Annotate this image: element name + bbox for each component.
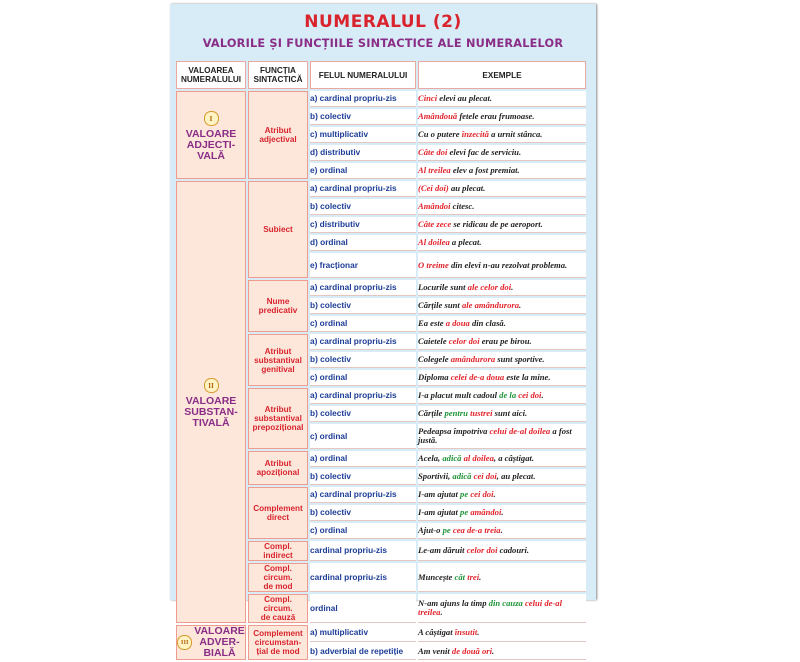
function-line: de mod bbox=[263, 582, 293, 591]
example-cell bbox=[418, 388, 586, 404]
example-numeral: a doua bbox=[445, 318, 470, 328]
felul-cell: b) colectiv bbox=[310, 406, 416, 422]
example-numeral: ale celor doi bbox=[467, 282, 512, 292]
example-text: a plecat. bbox=[449, 237, 482, 247]
example-preposition: pe bbox=[442, 525, 451, 535]
example-text: este la mine. bbox=[504, 372, 551, 382]
felul-cell: a) cardinal propriu-zis bbox=[310, 388, 416, 404]
felul-cell: b) colectiv bbox=[310, 505, 416, 521]
function-complement-circumstantial bbox=[248, 625, 308, 660]
function-line: Compl. circum. bbox=[263, 564, 293, 582]
example-text: , au plecat. bbox=[496, 471, 536, 481]
example-text: Cu o putere bbox=[418, 129, 462, 139]
function-atribut-prepozitional bbox=[248, 388, 308, 449]
example-text: Locurile sunt bbox=[418, 282, 468, 292]
example-cell bbox=[418, 487, 586, 503]
felul-cell: d) ordinal bbox=[310, 235, 416, 251]
value-line: TIVALĂ bbox=[192, 417, 230, 429]
example-text: se ridicau de pe aeroport. bbox=[451, 219, 543, 229]
example-cell bbox=[418, 217, 586, 233]
example-text: elevi au plecat. bbox=[437, 93, 492, 103]
example-preposition: de la bbox=[499, 390, 517, 400]
header-valoarea-line: VALOAREA bbox=[188, 66, 234, 75]
example-numeral: Cinci bbox=[418, 93, 438, 103]
page-title: NUMERALUL (2) bbox=[304, 12, 462, 32]
example-numeral: cei doi bbox=[518, 390, 542, 400]
example-numeral: cea de-a treia bbox=[452, 525, 501, 535]
example-preposition: cauza bbox=[502, 598, 523, 608]
example-cell bbox=[418, 352, 586, 368]
felul-cell: a) cardinal propriu-zis bbox=[310, 280, 416, 296]
example-preposition: cât bbox=[454, 571, 466, 582]
example-preposition: pe bbox=[460, 489, 469, 499]
example-preposition: pentru bbox=[444, 408, 468, 418]
felul-cell: c) distributiv bbox=[310, 217, 416, 233]
example-text: Caietele bbox=[418, 336, 449, 346]
function-line: Atribut bbox=[264, 126, 292, 135]
example-cell bbox=[418, 424, 586, 449]
header-felul: FELUL NUMERALULUI bbox=[310, 61, 416, 89]
felul-cell: c) ordinal bbox=[310, 316, 416, 332]
example-text: au plecat. bbox=[448, 183, 486, 193]
example-text: elev a fost premiat. bbox=[450, 165, 520, 175]
example-numeral: amândurora bbox=[450, 354, 496, 364]
felul-cell: e) ordinal bbox=[310, 163, 416, 179]
example-preposition: adică bbox=[442, 453, 462, 463]
example-text: erau pe birou. bbox=[479, 336, 532, 346]
example-preposition: pe bbox=[460, 507, 469, 517]
felul-cell: a) ordinal bbox=[310, 451, 416, 467]
value-label bbox=[194, 626, 245, 659]
example-text: . bbox=[541, 390, 544, 400]
example-cell bbox=[418, 469, 586, 485]
example-text: I-am ajutat bbox=[418, 507, 461, 517]
example-text: din elevi n-au rezolvat problema. bbox=[448, 259, 568, 270]
example-cell bbox=[418, 280, 586, 296]
header-exemple: EXEMPLE bbox=[418, 61, 586, 89]
value-line: ADJECTI- bbox=[186, 139, 236, 151]
value-line: VALOARE bbox=[185, 395, 237, 407]
felul-cell: ordinal bbox=[310, 594, 416, 623]
example-text: a fost justă. bbox=[418, 426, 572, 445]
example-text: A câștigat bbox=[418, 627, 455, 638]
felul-cell: cardinal propriu-zis bbox=[310, 541, 416, 561]
value-label bbox=[177, 129, 245, 162]
felul-cell: e) fracționar bbox=[310, 253, 416, 278]
felul-cell: a) cardinal propriu-zis bbox=[310, 334, 416, 350]
function-compl-cauza bbox=[248, 594, 308, 623]
function-line: prepozițional bbox=[252, 423, 304, 432]
function-atribut-apozitional bbox=[248, 451, 308, 485]
example-numeral: O treime bbox=[418, 259, 449, 270]
felul-cell: b) colectiv bbox=[310, 352, 416, 368]
example-cell bbox=[418, 370, 586, 386]
example-numeral: celei de-a doua bbox=[450, 372, 505, 382]
numeral-table bbox=[174, 59, 588, 662]
function-line: Nume bbox=[266, 297, 290, 306]
example-text: . bbox=[440, 607, 443, 617]
example-text: cadouri. bbox=[497, 545, 530, 555]
example-text: . bbox=[479, 571, 482, 582]
example-numeral: Amândoi bbox=[418, 201, 451, 211]
felul-cell: a) cardinal propriu-zis bbox=[310, 91, 416, 107]
example-cell bbox=[418, 199, 586, 215]
example-cell bbox=[418, 298, 586, 314]
example-cell bbox=[418, 235, 586, 251]
example-numeral: celui de-al doilea bbox=[489, 426, 551, 436]
felul-cell: a) multiplicativ bbox=[310, 625, 416, 642]
example-text: I-a placut mult cadoul bbox=[418, 390, 500, 400]
example-cell bbox=[418, 127, 586, 143]
felul-cell: c) multiplicativ bbox=[310, 127, 416, 143]
function-atribut-genitival bbox=[248, 334, 308, 386]
table-row bbox=[176, 625, 586, 642]
example-cell bbox=[418, 406, 586, 422]
value-line: VALOARE bbox=[194, 625, 245, 637]
function-line: Compl. indirect bbox=[263, 542, 293, 560]
function-line: țial de mod bbox=[256, 647, 300, 656]
example-cell bbox=[418, 541, 586, 561]
example-cell bbox=[418, 316, 586, 332]
example-numeral: ale amândurora bbox=[461, 300, 520, 310]
example-text: . bbox=[501, 507, 504, 517]
example-text: Pedeapsa împotriva bbox=[418, 426, 490, 436]
example-cell bbox=[418, 181, 586, 197]
example-text: Ea este bbox=[418, 318, 446, 328]
value-line: SUBSTAN- bbox=[184, 406, 238, 418]
value-line: VALĂ bbox=[197, 150, 225, 162]
function-line: genitival bbox=[261, 364, 295, 374]
example-text: din clasă. bbox=[469, 318, 506, 328]
function-line: Compl. circum. bbox=[263, 595, 293, 613]
header-functia bbox=[248, 61, 308, 89]
example-text: Ajut-o bbox=[418, 525, 443, 535]
function-atribut-adjectival bbox=[248, 91, 308, 179]
felul-cell: b) colectiv bbox=[310, 199, 416, 215]
example-text: . bbox=[511, 282, 514, 292]
example-text: Acela, bbox=[418, 453, 443, 463]
header-valoarea-line: NUMERALULUI bbox=[180, 75, 242, 84]
header-functia-line: SINTACTICĂ bbox=[253, 75, 303, 84]
example-numeral: cei doi bbox=[470, 489, 494, 499]
example-cell bbox=[418, 253, 586, 278]
felul-cell: a) cardinal propriu-zis bbox=[310, 181, 416, 197]
example-numeral: însutit bbox=[454, 627, 478, 638]
function-line: de cauză bbox=[260, 613, 296, 622]
example-cell bbox=[418, 563, 586, 592]
example-text: I-am ajutat bbox=[418, 489, 461, 499]
example-text: Le-am dăruit bbox=[418, 545, 467, 555]
example-numeral: tustrei bbox=[470, 408, 493, 418]
example-text: Am venit bbox=[418, 645, 452, 656]
example-numeral: Amândouă bbox=[418, 111, 458, 121]
example-cell bbox=[418, 109, 586, 125]
value-line: ADVER- bbox=[199, 636, 240, 648]
example-text: Cărțile sunt bbox=[418, 300, 462, 310]
example-text: Muncește bbox=[418, 571, 455, 582]
example-cell bbox=[418, 505, 586, 521]
roman-numeral-badge: I bbox=[204, 111, 219, 126]
value-substantival bbox=[176, 181, 246, 623]
function-line: Atribut bbox=[264, 346, 292, 356]
poster bbox=[170, 4, 596, 659]
value-line: VALOARE bbox=[185, 128, 237, 140]
example-numeral: cei doi bbox=[473, 471, 497, 481]
table-row bbox=[176, 181, 586, 197]
example-numeral: amândoi bbox=[470, 507, 502, 517]
example-text: . bbox=[492, 645, 495, 656]
example-text: . bbox=[500, 525, 503, 535]
felul-cell: b) colectiv bbox=[310, 298, 416, 314]
example-cell bbox=[418, 91, 586, 107]
example-text: Cărțile bbox=[418, 408, 445, 418]
example-cell bbox=[418, 523, 586, 539]
example-preposition: adică bbox=[452, 471, 472, 481]
function-line: substantival bbox=[254, 355, 302, 365]
example-cell bbox=[418, 625, 586, 642]
example-numeral: înzecită bbox=[461, 129, 489, 139]
example-numeral: Câte zece bbox=[418, 219, 452, 229]
felul-cell: c) ordinal bbox=[310, 424, 416, 449]
function-line: predicativ bbox=[258, 306, 298, 315]
value-line: BIALĂ bbox=[203, 647, 236, 659]
function-line: Atribut bbox=[264, 459, 292, 468]
function-line: Complement bbox=[253, 504, 303, 513]
example-text: Colegele bbox=[418, 354, 451, 364]
function-line: direct bbox=[266, 513, 290, 522]
example-text: a urnit stânca. bbox=[488, 129, 543, 139]
example-cell bbox=[418, 594, 586, 623]
example-numeral: al doilea bbox=[463, 453, 494, 463]
example-numeral: celor doi bbox=[466, 545, 498, 555]
function-compl-indirect bbox=[248, 541, 308, 561]
example-text: . bbox=[477, 627, 480, 638]
example-text: elevi fac de serviciu. bbox=[447, 147, 522, 157]
function-line: substantival bbox=[254, 414, 302, 423]
function-line: adjectival bbox=[259, 135, 297, 144]
example-preposition: din bbox=[488, 598, 501, 608]
felul-cell: a) cardinal propriu-zis bbox=[310, 487, 416, 503]
example-numeral: Al treilea bbox=[418, 165, 451, 175]
example-text: N-am ajuns la timp bbox=[418, 598, 489, 608]
felul-cell: cardinal propriu-zis bbox=[310, 563, 416, 592]
example-numeral: celui de-al treilea bbox=[418, 598, 562, 617]
table-row bbox=[176, 91, 586, 107]
example-numeral: Câte doi bbox=[418, 147, 448, 157]
example-text: , a câștigat. bbox=[493, 453, 535, 463]
function-nume-predicativ bbox=[248, 280, 308, 332]
example-cell bbox=[418, 163, 586, 179]
example-text: Sportivii, bbox=[418, 471, 453, 481]
felul-cell: b) adverbial de repetiție bbox=[310, 644, 416, 661]
example-text: citesc. bbox=[450, 201, 475, 211]
example-text: fetele erau frumoase. bbox=[457, 111, 535, 121]
example-text: . bbox=[519, 300, 522, 310]
example-text: Diploma bbox=[418, 372, 451, 382]
function-line: Atribut bbox=[264, 405, 292, 414]
example-text: sunt aici. bbox=[492, 408, 528, 418]
felul-cell: c) ordinal bbox=[310, 370, 416, 386]
value-adverbial bbox=[176, 625, 246, 660]
header-functia-line: FUNCȚIA bbox=[260, 66, 296, 75]
example-cell bbox=[418, 451, 586, 467]
header-valoarea bbox=[176, 61, 246, 89]
felul-cell: d) distributiv bbox=[310, 145, 416, 161]
roman-numeral-badge: III bbox=[177, 635, 192, 650]
example-numeral: trei bbox=[467, 571, 480, 582]
example-cell bbox=[418, 145, 586, 161]
function-line: apozițional bbox=[256, 468, 300, 477]
function-line: Complement bbox=[253, 629, 303, 638]
header-row bbox=[176, 61, 586, 89]
function-compl-mod bbox=[248, 563, 308, 592]
example-cell bbox=[418, 334, 586, 350]
example-numeral: de două ori bbox=[451, 645, 493, 656]
function-line: Subiect bbox=[263, 225, 293, 234]
felul-cell: c) ordinal bbox=[310, 523, 416, 539]
example-cell bbox=[418, 644, 586, 661]
example-numeral: celor doi bbox=[448, 336, 480, 346]
example-numeral: (Cei doi) bbox=[418, 183, 449, 193]
page-subtitle: VALORILE ȘI FUNCȚIILE SINTACTICE ALE NUMERALELOR bbox=[202, 37, 564, 50]
function-line: circumstan- bbox=[254, 638, 302, 647]
example-text: . bbox=[493, 489, 496, 499]
function-complement-direct bbox=[248, 487, 308, 539]
example-text: sunt sportive. bbox=[495, 354, 545, 364]
value-adjectival bbox=[176, 91, 246, 179]
felul-cell: b) colectiv bbox=[310, 109, 416, 125]
example-numeral: Al doilea bbox=[418, 237, 450, 247]
roman-numeral-badge: II bbox=[204, 378, 219, 393]
value-label bbox=[177, 396, 245, 429]
felul-cell: b) colectiv bbox=[310, 469, 416, 485]
function-subiect bbox=[248, 181, 308, 278]
